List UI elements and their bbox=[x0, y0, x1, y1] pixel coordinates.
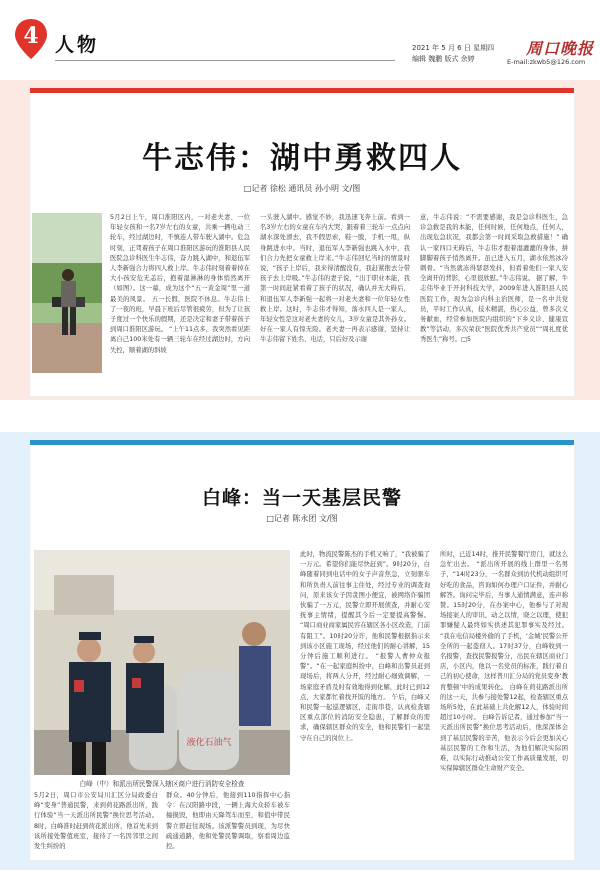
article-2-column-2: 此时，物流民警陈杰的手机又响了，“我被骗了一万元。希望你们能尽快赶到”。9时20分，白峰随着同到电话中的女子声音焦急，立刻驱车和所负责人前往事主住处，经过专业的调查询问，原来该女子因贪图小便宜，被网络诈骗团伙骗了一万元，民警立即开展侦查，并耐心安抚事主情绪，提醒其今后一定要提高警惕。 “周口商业商家属民容在辖区各小区改造，门前有阻工”。10时20分许，他和民警根据指示来到该小区施工现场，经过他们的耐心讲解，15分钟后施工顺利进行。 “报警人曹仲众报警”。“在一起家庭纠纷中，白峰和出警员赶到现场后，将两人分开，经过耐心细致调解，一场家庭矛盾及时有效地得到化解，此时已到12点，大家都忙着找开饭的地方。 午后，白峰又和民警一起巡逻辖区，走街串巷，认真检查辖区重点部位的消防安全隐患，了解群众的需求，确保辖区群众的安全，他和民警们一起坚守在自己的岗位上。 bbox=[300, 551, 430, 742]
editors-line: 编辑 魏鹏 版式 余婷 bbox=[412, 55, 475, 63]
article-2-photo bbox=[34, 550, 290, 775]
article-1-headline: 牛志伟：湖中勇救四人 bbox=[142, 141, 462, 176]
article-2 bbox=[30, 440, 574, 860]
article-1 bbox=[30, 88, 574, 396]
article-1-column-3: 意，牛志伟说：“不需要感谢，我是急诊科医生，急诊急救是我的本能，任何时候，任何地点，任何人，出现危急状况，我都会第一时间采取急救措施！” 确认一家四口无碍后，牛志伟才抱着湿漉漉的身体，拼脚脚着孩子悄然离开。虽已进入五月，湖水依然冰冷刺骨。“当然就冻得瑟瑟发抖，但看着他们一家人安全离开的背影，心里很欣慰。”牛志伟说。 据了解，牛志伟毕业于开封科技大学，2009年进入淮阳县人民医院工作，现为急诊内科主治医师，是一名中共党员，平时工作认真，技术精湛，热心公益，曾多次义务献血，经常参加医院内组织的“下乡义诊、健康宣教”等活动，多次荣获“医院优秀共产党员”“周礼度优秀医生”称号。□5 bbox=[420, 214, 568, 344]
paper-email: E-mail:zkwb5@126.com bbox=[507, 58, 586, 66]
article-2-column-1: 群众。40分钟后，他接到110指挥中心指令：在汉阳路中段，一辆上海大众轿车被车撞损毁，他即由天降驾车而至，和值中带民警立即赶往现场。该派警警员到现，为尽快疏通道路，他和处警民警调取，察看周边监控。 bbox=[166, 792, 290, 851]
masthead bbox=[0, 0, 600, 70]
issue-meta bbox=[412, 43, 494, 65]
article-2-column-0: 5月2日，周口市公安局川汇区分局政委白峰“变身”普通民警，来到荷花路派出所，践行体验“当一天派出所民警”换位思考活动。 8时，白峰准时赶到荷花派出所，他首先来到该所接处警值班室，接待了一名因邻里之间发生纠纷的 bbox=[34, 792, 158, 851]
article-1-column-1: 5月2日上午，周口淮阳区内，一对老夫妻、一位年轻女孩和一名7岁左右的女童，共乘一辆电动三轮车，经过湖边时，不慎连人带车驶入湖中。危急时刻，正驾着孩子在周口淮阳区游玩的淮阳县人民医院急诊科医生牛志伟，奋力跳入湖中，和退伍军人李新强合力将四人救上岸。牛志伟时刻着着掉在大小孩安危无恙后，抱着湿淋淋的身体悄然离开（如图）。这一幕，成为这个“五一黄金周”里一道最美的风景。 五一长假，医院不休息。牛志伟上了一夜的班，早晨下班后尽管很疲劳，但为了让孩子度过一个快乐的假期，还是决定和妻子带着孩子到周口淮阳区游玩。 “上午11点多，我突然看见距离自己100米处有一辆三轮车在经过湖边时，方向失控，顺着湖的斜坡 bbox=[110, 214, 250, 354]
article-1-photo bbox=[32, 213, 102, 373]
section-title: 人物 bbox=[55, 34, 100, 56]
gas-tank-label: 液化石油气 bbox=[186, 738, 232, 748]
article-1-byline: □记者 徐松 通讯员 孙小明 文/图 bbox=[243, 184, 361, 193]
article-2-headline: 白峰：当一天基层民警 bbox=[201, 487, 402, 509]
article-2-byline: □记者 陈永团 文/图 bbox=[266, 514, 338, 523]
divider bbox=[55, 60, 395, 61]
article-2-column-3: 所时，已近14时，推开民警餐厅房门，就这么急忙出去。 “派出所开展的线上群里一名男子，“14时23分，一名群众到访代机动组织可好吃的食品，咨询如何办理户口证件，并耐心解答。询问完毕后，当事人通情满意，连声称赞。15时20分，在办案中心，他参与了对现场接案人的审讯，动之以情，晓之以理，使犯罪嫌疑人最终如实供述其犯罪事实及经过。 “我在电信局楼外偷的了手机，‘金城’民警公开全所的一起盗窃人。17时37分，白峰收到一名报警，查找民警报警分，出民在辖区商业门店，小区内，他以一名党员的标准，践行着自己的初心使命，这样普川汇分局的党员变身‘教育整顿’中的成果转化。 白峰在荷花路派出所的这一天，共参与接处警12起，检查辖区重点场所5处，在此基础上共化解12人，体验时间超过10小时。 白峰告诉记者，通过参加“当一天派出所民警”换位思考活动后，他深深体会到了基层民警的辛苦，他表示今后会更加关心基层民警的工作和生活，为他们解决实际困难，以实际行动推动公安工作高质量发展，切实保障辖区群众生命财产安全。 bbox=[440, 551, 568, 773]
issue-date: 2021 年 5 月 6 日 星期四 bbox=[412, 44, 495, 52]
article-1-column-2: 一头驶入湖中。感觉不妙，我迅速飞奔上前。看到一名3岁左右的女童在车内大哭，跟着着三轮车一点点向湖水深处滑去，我不假思索，鞋一脱，手机一甩，纵身跳进水中。当时，退伍军人李新强也跳入水中，我们合力先把女童救上岸来。”牛志伟回忆当时的情景时说，“孩子上岸后，我来得清醒没有，我赶紧抱去分带孩子去上岸吸。”牛志伟的妻子说，“出于职业本能，我第一时间赶紧看着了孩子的状况，确认并无大碍后，和退伍军人李新强一起将一对老夫妻和一位年轻女性救上岸。这时，牛志伟才得知，落水四人是一家人，年轻女性是这对老夫妻的女儿，3岁女童是其外孙女。好在一家人有惊无险。老夫妻一再表示感谢，坚持让牛志伟留下姓名、电话，只后好及示谢 bbox=[260, 214, 410, 344]
paper-logo: 周口晚报 bbox=[526, 39, 595, 58]
page-number: 4 bbox=[23, 23, 39, 49]
page-number-badge bbox=[14, 18, 48, 60]
article-2-photo-caption: 白峰（中）和派出所民警深入辖区商户进行消防安全检查 bbox=[79, 780, 245, 788]
